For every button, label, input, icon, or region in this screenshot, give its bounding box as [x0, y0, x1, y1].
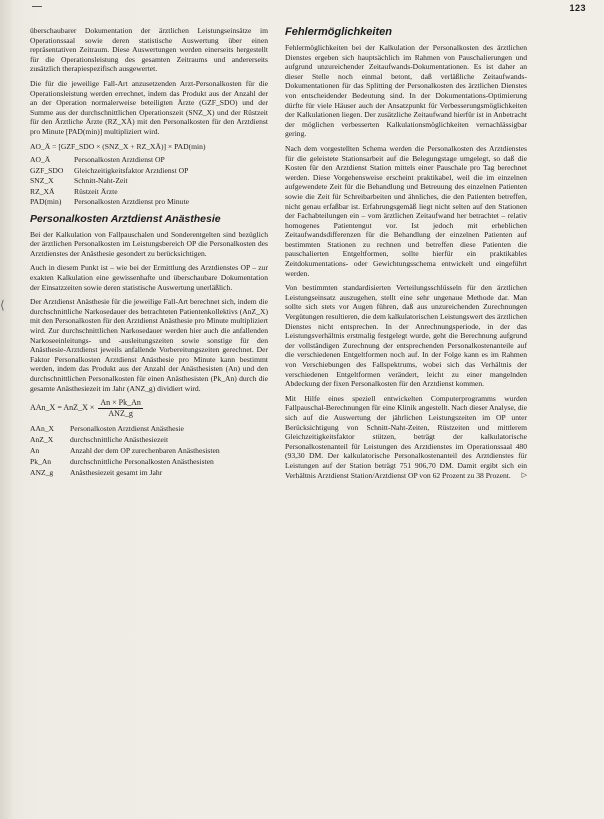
- formula-fraction: [98, 398, 143, 418]
- definition-row: [30, 176, 268, 187]
- definition-symbol: RZ_XÄ: [30, 186, 55, 196]
- definition-text: Anzahl der dem OP zurechenbaren Anästhesisten: [70, 446, 220, 456]
- section-heading: Personalkosten Arztdienst Anästhesie: [30, 212, 221, 225]
- fraction-denominator: ANZ_g: [108, 408, 133, 418]
- formula-aan: [30, 398, 268, 418]
- definition-row: [30, 166, 268, 177]
- definition-symbol: An: [30, 446, 40, 456]
- paragraph: Der Arztdienst Anästhesie für die jeweilige Fall-Art berechnet sich, indem die durchschnittliche Narkosedauer des betrachteten Patientenkollektivs (AnZ_X) mit den Personalkosten für den Arztdienst Anästhesie pro Minute multipliziert wird. Zur durchschnittlichen Narkosedauer werden hier auch die anfallenden Narkoseeinleitungs- und -ausleitungszeiten sowie sonstige für den Anästhesie-Arztdienst jeweils anfallende Vorbereitungszeiten gerechnet. Der Faktor Personalkosten Arztdienst Anästhesie pro Minute kann bestimmt werden, indem das Produkt aus der Anzahl der Anästhesisten (An) und den durchschnittlichen Personalkosten für einen Anästhesisten (Pk_An) durch die gesamte Anästhesiezeit im Jahr (ANZ_g) dividiert wird.: [30, 297, 268, 393]
- definition-row: [30, 197, 268, 208]
- definition-text: Personalkosten Arztdienst OP: [74, 155, 165, 165]
- paragraph-text: Mit Hilfe eines speziell entwickelten Computerprogramms wurden Fallpauschal-Berechnungen für eine Klinik angestellt. Nach dieser Analyse, die sich auf die Auswertung der jährlichen Leistungszeiten im OP unter Berücksichtigung von Schnitt-Naht-Zeiten, Rüstzeiten und mittlerem Gleichzeitigkeitsfaktor stützen, beträgt der kalkulatorische Personalkostenanteil für Leistungen des Arztdienstes im Operationssaal 480 (93,30 DM. Der kalkulatorische Personalkostenanteil des Arztdienstes für Leistungen auf der Station beträgt 751 906,70 DM. Damit ergibt sich ein Verhältnis Arztdienst Station/Arztdienst OP von 62 Prozent zu 38 Prozent.: [285, 393, 527, 480]
- definition-text: Gleichzeitigkeitsfaktor Arztdienst OP: [74, 165, 189, 175]
- definition-symbol: Pk_An: [30, 457, 52, 467]
- paragraph: Die für die jeweilige Fall-Art anzusetzenden Arzt-Personalkosten für die Operationsleistung werden errechnet, indem das Produkt aus der Anzahl der an der Operation normalerweise beteiligten Ärzte (GZF_SDO) und der Summe aus der durchschnittlichen Operationszeit (SNZ_X) und der Rüstzeit für den Ärztliche Ärzte (RZ_XÄ) mit den Personalkosten für den Arztdienst pro Minute [PAD(min)] multipliziert wird.: [30, 78, 268, 136]
- bracket-mark-icon: ⟨: [0, 298, 5, 312]
- definition-symbol: AO_Ä: [30, 155, 51, 165]
- continue-arrow-icon: ▷: [521, 470, 527, 479]
- left-column: [30, 26, 268, 483]
- definition-row: [30, 468, 268, 478]
- definition-text: Personalkosten Arztdienst Anästhesie: [70, 424, 184, 434]
- definition-row: [30, 424, 268, 434]
- definition-text: durchschnittliche Personalkosten Anästhesisten: [70, 457, 214, 467]
- paragraph: überschaubarer Dokumentation der ärztlichen Leistungseinsätze im Operationssaal sowie deren statistische Auswertung über einen repräsentativen Zeitraum. Diese Auswertungen werden einerseits hergestellt für die Operationsleistung des gesamten Zeitraums und andererseits zusätzlich therapiespezifisch ausgewertet.: [30, 26, 268, 74]
- definition-text: Schnitt-Naht-Zeit: [74, 176, 128, 186]
- definition-text: Personalkosten Arztdienst pro Minute: [74, 197, 189, 207]
- definition-symbol: SNZ_X: [30, 176, 54, 186]
- definition-row: [30, 187, 268, 198]
- paragraph: Von bestimmten standardisierten Verteilungsschlüsseln für den ärztlichen Leistungseinsatz auszugehen, stellt eine sehr ungenaue Methode dar. Man sollte sich stets vor Augen führen, daß aus unzureichenden Zurechnungen Vergütungen resultieren, die dem kalkulatorischen Leistungswert des ärztlichen Dienstes nicht entsprechen. In der Anrechnungsperiode, in der das Leistungsverhältnis erstmalig festgelegt wurde, geht die Berechnung aufgrund der vollständigen Zurechnung der entsprechenden Personalkostenanteile auf die verschiedenen Entgeltformen noch auf. In der Folge kann es im Rahmen von Verschiebungen des Fallspektrums, wobei sich das Verhältnis der verschiedenen Entgeltformen verändert, leicht zu einer mangelnden Abdeckung der fixen Personalkosten für den Arztdienst kommen.: [285, 283, 527, 389]
- paragraph: Auch in diesem Punkt ist – wie bei der Ermittlung des Arztdienstes OP – zur exakten Kalkulation eine gewissenhafte und überschaubare Dokumentation der Einsatzzeiten sowie deren statistische Auswertung unerläßlich.: [30, 263, 268, 292]
- paragraph: [285, 394, 527, 480]
- definition-row: [30, 435, 268, 445]
- formula-lhs: AAn_X = AnZ_X ×: [30, 403, 95, 413]
- definition-symbol: PAD(min): [30, 197, 62, 207]
- definition-row: [30, 446, 268, 456]
- definition-text: durchschnittliche Anästhesiezeit: [70, 435, 169, 445]
- definition-row: [30, 155, 268, 166]
- definition-list: [30, 424, 268, 478]
- paragraph: Nach dem vorgestellten Schema werden die Personalkosten des Arztdienstes für die geleistete Stationsarbeit auf die Belegungstage umgelegt, so daß die Kosten für den Arztdienst Station mittels einer Pauschale pro Tag berechnet werden. Diese Vorgehensweise erscheint praktikabel, weil die im einzelnen aufgewendete Zeit für die Behandlung und Betreuung des einzelnen Patienten sowie die Zeit für Schreibarbeiten und ähnliches, die den Patienten betreffen, nicht genau erfaßbar ist. Erfahrungsgemäß liegt nicht selten auf den Stationen der Fachabteilungen ein – vom ärztlichen Zeitaufwand her betrachtet – relativ homogenes Patientengut vor. Ist jedoch mit erheblichen Zeitaufwandsdifferenzen für die Behandlung der einzelnen Patienten auf bestimmten Stationen zu rechnen und betreffen diese Patienten die pauschalierten Entgeltformen, sollte hierfür ein praktikables Zeitdokumentations- oder Gewichtungsschema entwickelt und eingeführt werden.: [285, 143, 527, 278]
- definition-text: Anästhesiezeit gesamt im Jahr: [70, 468, 163, 478]
- definition-symbol: AAn_X: [30, 424, 55, 434]
- page-number: 123: [569, 3, 586, 13]
- section-heading: Fehlermöglichkeiten: [285, 26, 392, 38]
- definition-text: Rüstzeit Ärzte: [74, 186, 118, 196]
- definition-row: [30, 457, 268, 467]
- paragraph: Fehlermöglichkeiten bei der Kalkulation der Personalkosten des ärztlichen Dienstes ergeben sich hauptsächlich im Rahmen von Pauschalierungen und aufgrund unzureichender Zeitaufwands-Dokumentationen. Es ist daher an dieser Stelle noch einmal betont, daß verläßliche Zeitaufwands-Dokumentationen für das Splitting der Personalkosten des ärztlichen Dienstes von entscheidender Bedeutung sind. In der Dokumentations-Optimierung dürfte für viele Häuser auch der Ansatzpunkt für Verbesserungsmöglichkeiten der Kalkulationen liegen. Der zusätzliche Zeitaufwand hierfür ist in Anbetracht der möglichen verbesserten Kalkulationsmöglichkeiten vernachlässigbar gering.: [285, 43, 527, 139]
- paragraph: Bei der Kalkulation von Fallpauschalen und Sonderentgelten sind bezüglich der ärztlichen Personalkosten im Leistungsbereich OP die Personalkosten des Arztdienstes der Anästhesie gesondert zu berücksichtigen.: [30, 229, 268, 258]
- definition-symbol: AnZ_X: [30, 435, 54, 445]
- definition-list: [30, 155, 268, 208]
- formula-ao: AO_Ä = [GZF_SDO × (SNZ_X + RZ_XÄ)] × PAD(min): [30, 141, 206, 151]
- definition-symbol: ANZ_g: [30, 468, 54, 478]
- definition-symbol: GZF_SDO: [30, 165, 64, 175]
- fraction-numerator: An × Pk_An: [100, 398, 141, 408]
- header-rule: [32, 6, 42, 7]
- right-column: [285, 26, 527, 485]
